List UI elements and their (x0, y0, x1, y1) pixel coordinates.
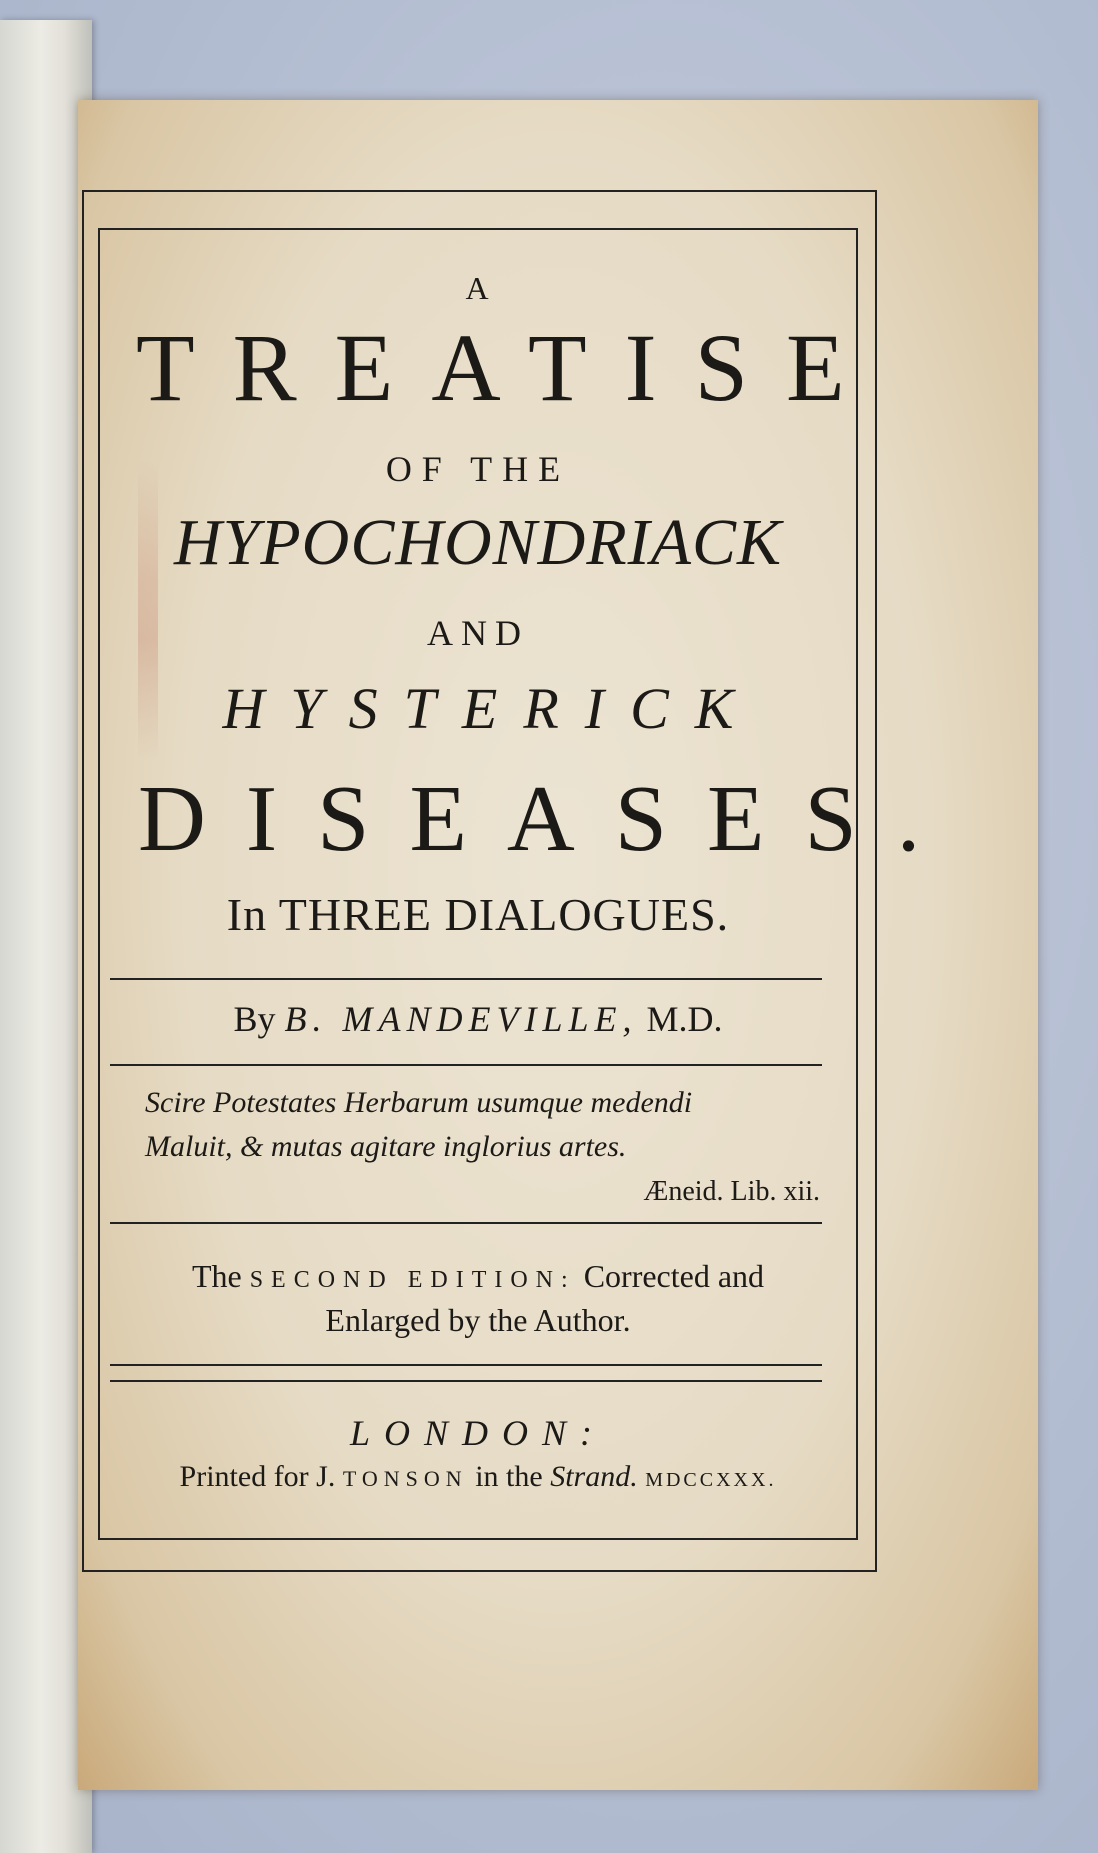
author-line (98, 998, 858, 1040)
author-by: By (233, 999, 276, 1039)
title-line-hypochondriack: HYPOCHONDRIACK (173, 506, 783, 579)
inner-border-frame (98, 228, 961, 1540)
edition-line-1 (98, 1258, 858, 1295)
edition-line-2: Enlarged by the Author. (325, 1302, 631, 1338)
double-rule-top (110, 1364, 822, 1366)
epigraph-line-1: Scire Potestates Herbarum usumque medendi (145, 1086, 693, 1119)
rule-below-epigraph (110, 1222, 822, 1224)
epigraph-line-2: Maluit, & mutas agitare inglorius artes. (145, 1130, 627, 1163)
author-name: B. MANDEVILLE, (284, 999, 638, 1039)
imprint-city: LONDON: (349, 1413, 607, 1453)
imprint-in-the: in the (475, 1460, 543, 1493)
imprint-printer: TONSON (342, 1466, 468, 1491)
imprint-line (98, 1460, 858, 1494)
title-line-and: AND (427, 613, 529, 653)
title-line-of-the: OF THE (385, 449, 571, 489)
imprint-street: Strand. (550, 1460, 638, 1493)
edition-the: The (191, 1258, 242, 1294)
edition-second: SECOND EDITION: (249, 1267, 576, 1293)
epigraph-source: Æneid. Lib. xii. (643, 1176, 820, 1207)
title-line-dialogues: In THREE DIALOGUES. (226, 889, 730, 940)
edition-rest: Corrected and (583, 1258, 765, 1294)
title-line-hysterick: HYSTERICK (222, 676, 760, 741)
imprint-printed-for: Printed for J. (179, 1460, 336, 1493)
rule-below-author (110, 1064, 822, 1066)
imprint-year: MDCCXXX. (645, 1469, 777, 1491)
title-line-diseases: DISEASES. (138, 767, 961, 871)
title-line-a: A (465, 270, 491, 306)
rule-above-author (110, 978, 822, 980)
double-rule-bottom (110, 1380, 822, 1382)
title-line-treatise: TREATISE (136, 314, 883, 421)
author-degree: M.D. (646, 999, 723, 1039)
